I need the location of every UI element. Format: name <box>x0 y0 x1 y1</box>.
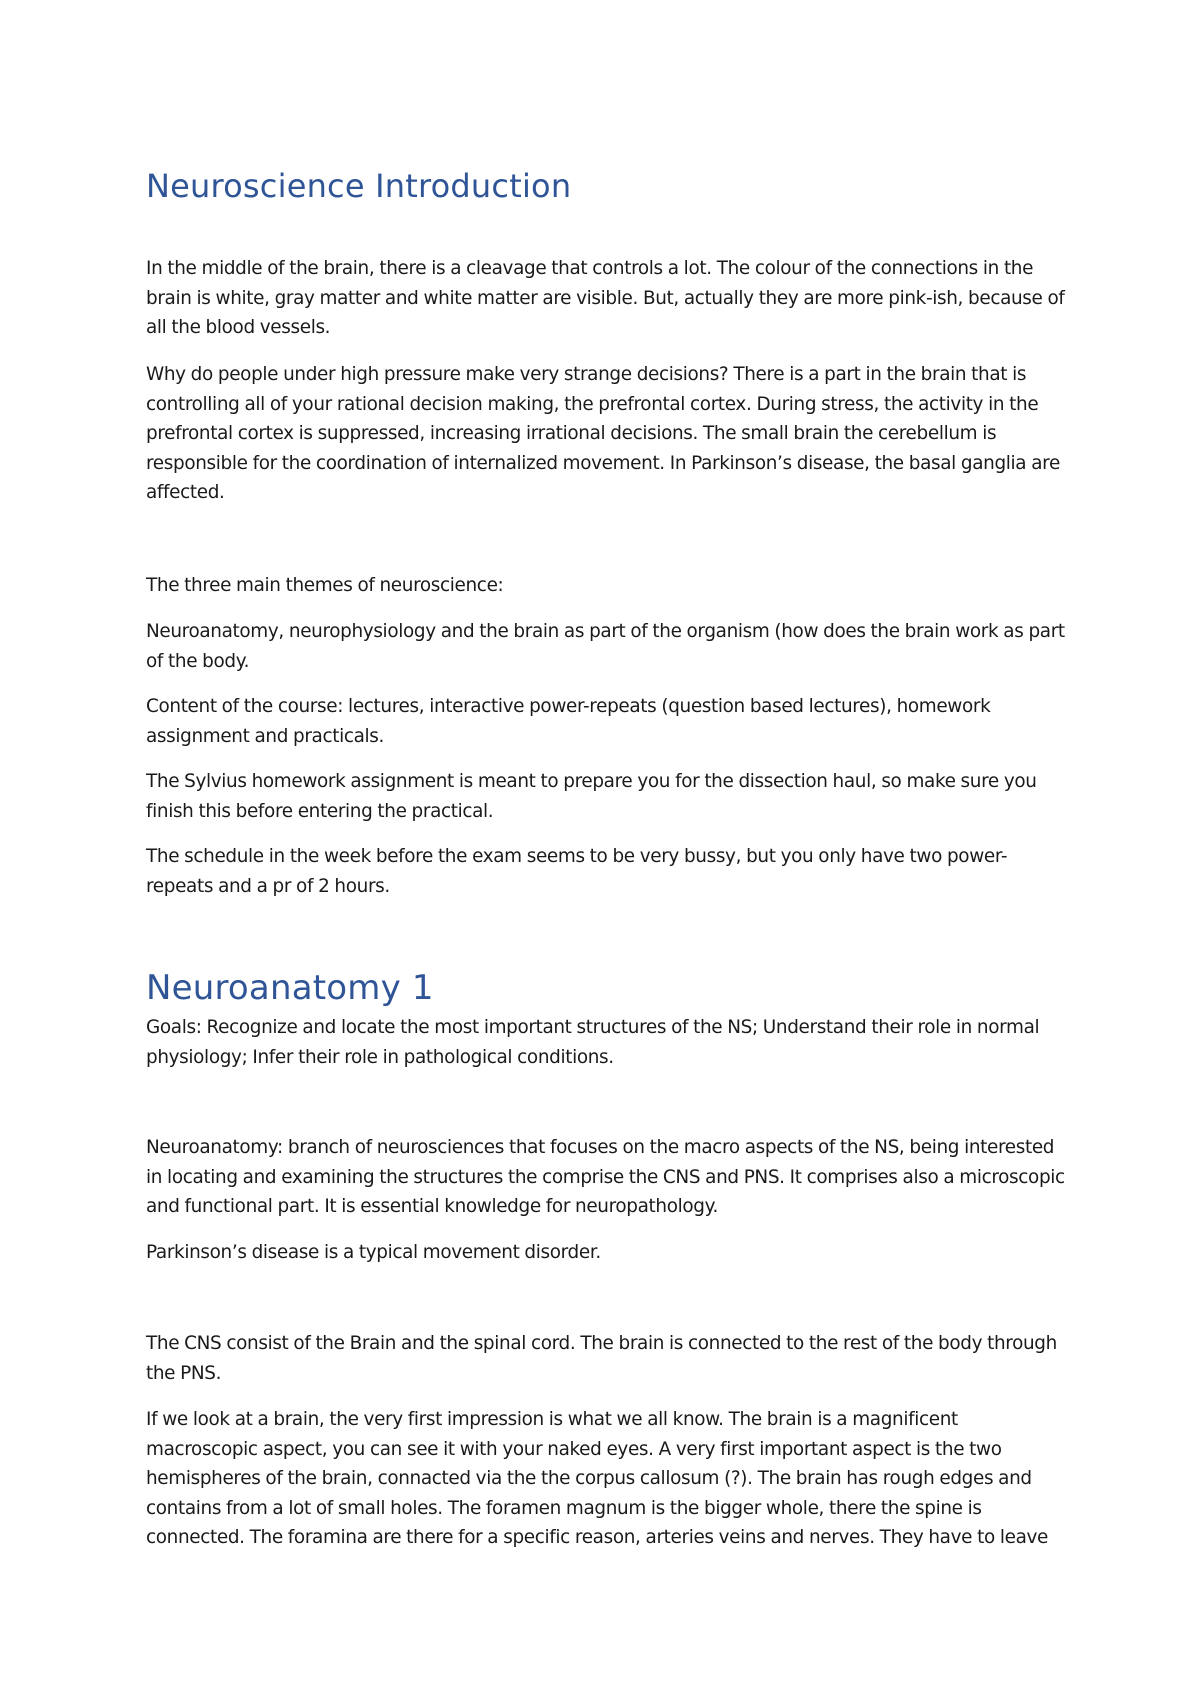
paragraph-brain-impression: If we look at a brain, the very first impression is what we all know. The brain is a magnificent macroscopic aspect, you can see it with your naked eyes. A very first important aspect is the two hemispheres of the brain, connacted via the the corpus callosum (?). The brain has rough edges and contains from a lot of small holes. The foramen magnum is the bigger whole, there the spine is connected. The foramina are there for a specific reason, arteries veins and nerves. They have to leave <box>146 1409 1048 1549</box>
paragraph-three-themes: The three main themes of neuroscience: <box>146 575 504 596</box>
paragraph-parkinsons: Parkinson’s disease is a typical movement disorder. <box>146 1242 601 1263</box>
paragraph-cleavage: In the middle of the brain, there is a cleavage that controls a lot. The colour of the connections in the brain is white, gray matter and white matter are visible. But, actually they are more pink-ish, because of all the blood vessels. <box>146 258 1065 339</box>
paragraph-sylvius-assignment: The Sylvius homework assignment is meant to prepare you for the dissection haul, so make sure you finish this before entering the practical. <box>146 771 1037 822</box>
paragraph-course-content: Content of the course: lectures, interactive power-repeats (question based lectures), homework assignment and practicals. <box>146 696 991 747</box>
paragraph-neuroanatomy-neurophysiology: Neuroanatomy, neurophysiology and the brain as part of the organism (how does the brain work as part of the body. <box>146 621 1065 672</box>
paragraph-schedule: The schedule in the week before the exam seems to be very bussy, but you only have two power-repeats and a pr of 2 hours. <box>146 846 1008 897</box>
paragraph-neuroanatomy-definition: Neuroanatomy: branch of neurosciences that focuses on the macro aspects of the NS, being interested in locating and examining the structures the comprise the CNS and PNS. It comprises also a microscopic and functional part. It is essential knowledge for neuropathology. <box>146 1137 1065 1218</box>
paragraph-cns: The CNS consist of the Brain and the spinal cord. The brain is connected to the rest of the body through the PNS. <box>146 1333 1057 1384</box>
heading-neuroanatomy-1: Neuroanatomy 1 <box>146 968 434 1008</box>
paragraph-high-pressure: Why do people under high pressure make very strange decisions? There is a part in the brain that is controlling all of your rational decision making, the prefrontal cortex. During stress, the activity in the prefrontal cortex is suppressed, increasing irrational decisions. The small brain the cerebellum is responsible for the coordination of internalized movement. In Parkinson’s disease, the basal ganglia are affected. <box>146 364 1060 504</box>
paragraph-goals: Goals: Recognize and locate the most important structures of the NS; Understand their role in normal physiology; Infer their role in pathological conditions. <box>146 1017 1040 1068</box>
heading-neuroscience-introduction: Neuroscience Introduction <box>146 167 572 205</box>
